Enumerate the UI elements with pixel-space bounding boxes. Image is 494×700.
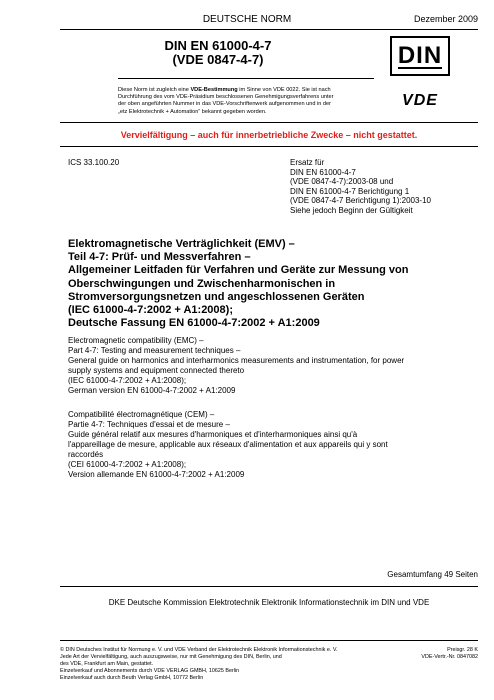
total-pages: Gesamtumfang 49 Seiten xyxy=(387,570,478,579)
english-title: Electromagnetic compatibility (EMC) – Part 4-7: Testing and measurement techniques – General guide on harmonics and interharmonics measurements and instrumentation, for power supply systems and equipment connected thereto (IEC 61000-4-7:2002 + A1:2008); German version EN 61000-4-7:2002 + A1:2009 xyxy=(68,336,405,395)
standard-number-din: DIN EN 61000-4-7 xyxy=(164,38,272,53)
german-title: Elektromagnetische Verträglichkeit (EMV) – Teil 4-7: Prüf- und Messverfahren – Allgemeiner Leitfaden für Verfahren und Geräte zur Messung von Oberschwingungen und Zwischenharmonischen in Stromversorgungsnetzen und angeschlossenen Geräten (IEC 61000-4-7:2002 + A1:2008); Deutsche Fassung EN 61000-4-7:2002 + A1:2009 xyxy=(68,238,409,330)
footer-rule xyxy=(60,640,478,641)
copy-rule xyxy=(60,146,478,147)
din-logo xyxy=(390,36,450,76)
standard-number-vde: (VDE 0847-4-7) xyxy=(172,52,264,67)
french-title: Compatibilité électromagnétique (CEM) – Partie 4-7: Techniques d'essai et de mesure – Guide général relatif aux mesures d'harmoniques et d'interharmoniques ainsi qu'à l'appareillage de mesure, applicable aux réseaux d'alimentation et aux appareils qui y sont raccordés (CEI 61000-4-7:2002 + A1:2008); Version allemande EN 61000-4-7:2002 + A1:2009 xyxy=(68,410,388,479)
dke-line: DKE Deutsche Kommission Elektrotechnik Elektronik Informationstechnik im DIN und VDE xyxy=(108,598,430,607)
reproduction-notice: Vervielfältigung – auch für innerbetriebliche Zwecke – nicht gestattet. xyxy=(120,130,418,140)
dke-rule xyxy=(60,586,478,587)
issue-date: Dezember 2009 xyxy=(413,14,478,24)
din-logo-text: DIN xyxy=(397,42,443,69)
notice-rule xyxy=(60,122,478,123)
vde-logo: VDE xyxy=(402,92,438,109)
copyright-footer: © DIN Deutsches Institut für Normung e. V. und VDE Verband der Elektrotechnik Elektronik Informationstechnik e. V. Jede Art der Vervielfältigung, auch auszugsweise, nur mit Genehmigung des DIN, Berlin, und des VDE, Frankfurt am Main, gestattet. Einzelverkauf und Abonnements durch VDE VERLAG GMBH, 10625 Berlin Einzelverkauf auch durch Beuth Verlag GmbH, 10772 Berlin xyxy=(60,647,338,681)
vde-notice: Diese Norm ist zugleich eine VDE-Bestimmung im Sinne von VDE 0022. Sie ist nach Durchführung des vom VDE-Präsidium beschlossenen Genehmigungsverfahrens unter der oben angeführten Nummer in das VDE-Vorschriftenwerk aufgenommen und in der „etz Elektrotechnik + Automation“ bekannt gegeben worden. xyxy=(118,87,334,115)
replacement-info: Ersatz für DIN EN 61000-4-7 (VDE 0847-4-7):2003-08 und DIN EN 61000-4-7 Berichtigung 1 (VDE 0847-4-7 Berichtigung 1):2003-10 Siehe jedoch Beginn der Gültigkeit xyxy=(290,158,431,215)
title-rule xyxy=(118,78,374,79)
ics-code: ICS 33.100.20 xyxy=(68,158,120,167)
price-group: Preisgr. 28 K VDE-Vertr.-Nr. 0847082 xyxy=(421,647,478,660)
standard-number xyxy=(60,39,376,67)
norm-type-label: DEUTSCHE NORM xyxy=(202,14,292,25)
top-rule xyxy=(60,29,478,30)
